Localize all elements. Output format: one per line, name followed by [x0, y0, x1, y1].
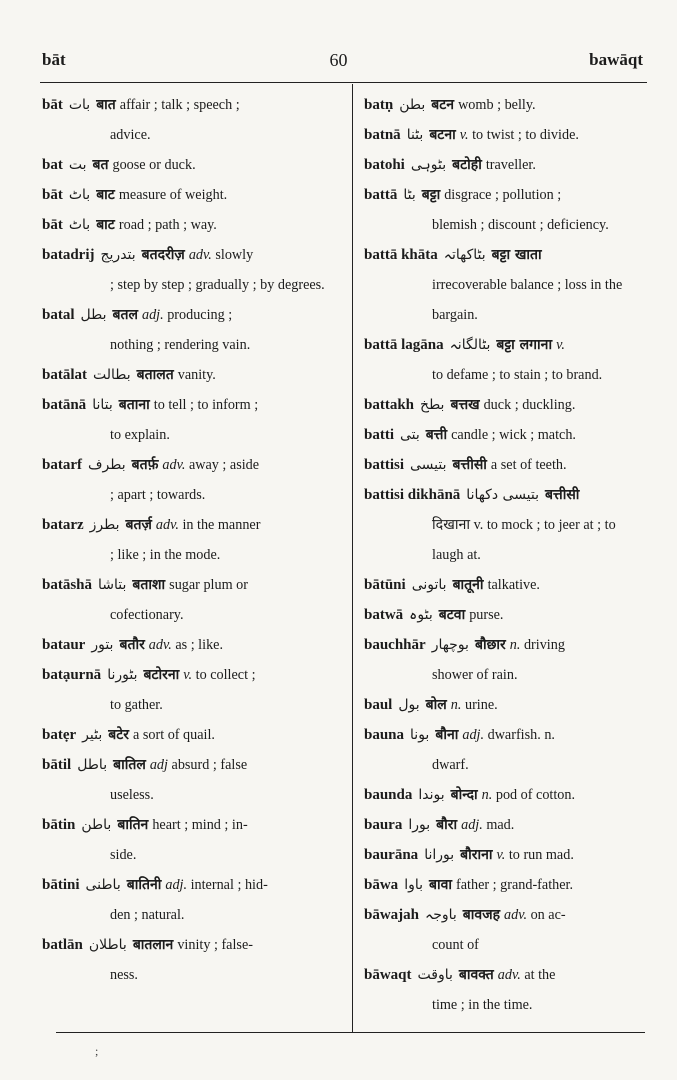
part-of-speech: v. — [183, 667, 193, 683]
definition: a set of teeth. — [490, 457, 567, 473]
headword: bauchhār — [364, 637, 426, 653]
dictionary-entry — [364, 150, 650, 180]
definition-continued: blemish ; discount ; deficiency. — [432, 217, 609, 233]
urdu-script: بٹالگانہ — [449, 337, 491, 353]
dictionary-entry — [42, 390, 338, 450]
definition: sugar plum or — [169, 577, 248, 593]
urdu-script: بطل — [80, 307, 107, 323]
urdu-script: باتونی — [411, 577, 447, 593]
dictionary-entry — [42, 630, 338, 660]
hindi-script: बोन्दा — [450, 787, 478, 803]
part-of-speech: n. — [509, 637, 521, 653]
dictionary-entry — [364, 900, 650, 960]
urdu-script: بونا — [410, 727, 430, 743]
dictionary-entry — [42, 750, 338, 810]
entry-line — [364, 780, 650, 810]
part-of-speech: adj. — [462, 727, 485, 743]
footer-mark: ; — [95, 1044, 99, 1058]
hindi-script: बतौर — [119, 637, 145, 653]
hindi-script: बताशा — [132, 577, 166, 593]
part-of-speech: adj. — [165, 877, 188, 893]
top-rule — [40, 82, 647, 83]
headword: batwā — [364, 607, 404, 623]
headword: baurāna — [364, 847, 419, 863]
dictionary-entry — [364, 690, 650, 720]
hindi-script: बताना — [118, 397, 150, 413]
urdu-script: بوندا — [418, 787, 445, 803]
urdu-script: باوا — [404, 877, 423, 893]
entry-line — [42, 630, 338, 660]
urdu-script: بٹا — [403, 187, 416, 203]
hindi-script: बट्टा लगाना — [496, 337, 553, 353]
definition-continued: useless. — [110, 787, 154, 803]
urdu-script: بتدریج — [100, 247, 136, 263]
hindi-script: बौछार — [474, 637, 506, 653]
part-of-speech: adj — [149, 757, 168, 773]
definition: on ac- — [530, 907, 566, 923]
hindi-script: बतालत — [136, 367, 174, 383]
headword: baunda — [364, 787, 413, 803]
headword: batal — [42, 307, 75, 323]
hindi-script: बट्टा — [421, 187, 441, 203]
headword: batarf — [42, 457, 82, 473]
hindi-script: बातूनी — [452, 577, 484, 593]
entry-line — [42, 810, 338, 840]
entry-line — [42, 390, 338, 420]
definition: disgrace ; pollution ; — [444, 187, 562, 203]
urdu-script: بٹوہ — [409, 607, 433, 623]
headword: bātini — [42, 877, 80, 893]
left-column — [42, 90, 338, 990]
definition-continued: nothing ; rendering vain. — [110, 337, 251, 353]
dictionary-entry — [364, 960, 650, 1020]
headword: batohi — [364, 157, 405, 173]
definition-continued: den ; natural. — [110, 907, 185, 923]
hindi-script: बावा — [429, 877, 453, 893]
entry-line — [42, 930, 338, 960]
headword: batānā — [42, 397, 87, 413]
part-of-speech: adv. — [162, 457, 186, 473]
urdu-script: بورانا — [424, 847, 455, 863]
urdu-script: باطلان — [88, 937, 127, 953]
hindi-script: बट्टा खाता — [491, 247, 542, 263]
headword: bātin — [42, 817, 76, 833]
hindi-script: बाट — [96, 187, 115, 203]
dictionary-entry — [364, 810, 650, 840]
urdu-script: بورا — [408, 817, 431, 833]
definition: vanity. — [177, 367, 216, 383]
hindi-script: बावजह — [462, 907, 501, 923]
part-of-speech: n. — [450, 697, 462, 713]
column-divider — [352, 84, 353, 1032]
part-of-speech: adj. — [461, 817, 483, 833]
definition: at the — [524, 967, 556, 983]
dictionary-entry — [364, 780, 650, 810]
definition: pod of cotton. — [495, 787, 576, 803]
entry-line — [364, 960, 650, 990]
definition-continued: to explain. — [110, 427, 170, 443]
headword: batarz — [42, 517, 84, 533]
dictionary-entry — [364, 840, 650, 870]
bottom-rule — [56, 1032, 645, 1033]
headword: batlān — [42, 937, 83, 953]
hindi-script: बातिनी — [126, 877, 162, 893]
definition: to tell ; to inform ; — [153, 397, 259, 413]
urdu-script: بول — [398, 697, 420, 713]
entry-line — [364, 330, 650, 360]
definition: absurd ; false — [171, 757, 248, 773]
urdu-script: بتیسی دکھانا — [466, 487, 540, 503]
part-of-speech: adv. — [148, 637, 172, 653]
hindi-script: बावक्त — [458, 967, 494, 983]
definition: candle ; wick ; match. — [451, 427, 576, 443]
hindi-script: बौना — [435, 727, 459, 743]
dictionary-entry — [42, 300, 338, 360]
headword: bāt — [42, 97, 63, 113]
definition-continued: advice. — [110, 127, 151, 143]
dictionary-entry — [364, 390, 650, 420]
hindi-script: बटवा — [438, 607, 466, 623]
dictionary-entry — [364, 450, 650, 480]
entry-line — [42, 450, 338, 480]
urdu-script: بطخ — [420, 397, 445, 413]
hindi-script: बतल — [112, 307, 138, 323]
entry-line — [364, 180, 650, 210]
entry-line — [364, 120, 650, 150]
dictionary-entry — [42, 660, 338, 720]
definition-continued: time ; in the time. — [432, 997, 533, 1013]
headword: batadrij — [42, 247, 95, 263]
headword: batnā — [364, 127, 401, 143]
definition: driving — [523, 637, 565, 653]
definition: producing ; — [167, 307, 233, 323]
part-of-speech: adj. — [141, 307, 164, 323]
entry-line — [42, 150, 338, 180]
entry-line — [364, 570, 650, 600]
urdu-script: باٹ — [68, 217, 91, 233]
dictionary-entry — [42, 180, 338, 210]
definition-continued: count of — [432, 937, 479, 953]
entry-line — [42, 510, 338, 540]
dictionary-entry — [364, 600, 650, 630]
hindi-script: बाट — [96, 217, 115, 233]
hindi-script: बटना — [429, 127, 456, 143]
urdu-script: بتانا — [92, 397, 113, 413]
dictionary-entry — [364, 90, 650, 120]
definition: away ; aside — [188, 457, 260, 473]
dictionary-entry — [364, 420, 650, 450]
urdu-script: بطرز — [89, 517, 120, 533]
dictionary-entry — [42, 210, 338, 240]
dictionary-entry — [42, 450, 338, 510]
entry-line — [364, 450, 650, 480]
urdu-script: بات — [68, 97, 91, 113]
hindi-script: बातिल — [113, 757, 146, 773]
definition-continued: दिखाना v. to mock ; to jeer at ; to laugh at. — [432, 517, 616, 563]
entry-line — [42, 660, 338, 690]
dictionary-entry — [364, 870, 650, 900]
hindi-script: बटेर — [108, 727, 130, 743]
entry-line — [42, 300, 338, 330]
headword: batạurnā — [42, 667, 102, 683]
entry-line — [364, 840, 650, 870]
entry-line — [364, 630, 650, 660]
definition: road ; path ; way. — [118, 217, 217, 233]
definition-continued: side. — [110, 847, 137, 863]
definition: duck ; duckling. — [483, 397, 576, 413]
entry-line — [42, 90, 338, 120]
definition-continued: ness. — [110, 967, 138, 983]
entry-line — [364, 240, 650, 270]
definition: purse. — [469, 607, 504, 623]
urdu-script: بتی — [400, 427, 420, 443]
dictionary-entry — [364, 570, 650, 600]
hindi-script: बत्ती — [425, 427, 448, 443]
entry-line — [364, 600, 650, 630]
dictionary-entry — [364, 240, 650, 330]
headword: batti — [364, 427, 394, 443]
headword: battā khāta — [364, 247, 438, 263]
definition: slowly — [215, 247, 254, 263]
definition: dwarfish. n. — [487, 727, 555, 743]
definition: traveller. — [485, 157, 536, 173]
hindi-script: बटोरना — [143, 667, 180, 683]
entry-line — [42, 720, 338, 750]
urdu-script: بٹورنا — [107, 667, 138, 683]
headword: battakh — [364, 397, 415, 413]
dictionary-entry — [364, 180, 650, 240]
hindi-script: बातिन — [117, 817, 149, 833]
definition: as ; like. — [175, 637, 224, 653]
part-of-speech: v. — [556, 337, 565, 353]
urdu-script: بوچھار — [431, 637, 469, 653]
hindi-script: बतदरीज़ — [141, 247, 185, 263]
dictionary-entry — [364, 720, 650, 780]
hindi-script: बत्तख — [450, 397, 480, 413]
dictionary-entry — [42, 510, 338, 570]
definition: internal ; hid- — [190, 877, 268, 893]
definition: to collect ; — [195, 667, 256, 683]
urdu-script: بٹوہی — [410, 157, 447, 173]
entry-line — [42, 240, 338, 270]
hindi-script: बात — [96, 97, 116, 113]
definition: goose or duck. — [112, 157, 196, 173]
part-of-speech: v. — [496, 847, 506, 863]
entry-line — [42, 750, 338, 780]
definition-continued: to gather. — [110, 697, 163, 713]
hindi-script: बटन — [431, 97, 455, 113]
entry-line — [42, 180, 338, 210]
part-of-speech: adv. — [504, 907, 528, 923]
hindi-script: बोल — [425, 697, 447, 713]
urdu-script: باٹ — [68, 187, 91, 203]
entry-line — [364, 870, 650, 900]
definition: a sort of quail. — [133, 727, 215, 743]
entry-line — [42, 360, 338, 390]
headword: battā lagāna — [364, 337, 444, 353]
entry-line — [364, 720, 650, 750]
entry-line — [364, 690, 650, 720]
definition-continued: irrecoverable balance ; loss in the bargain. — [432, 277, 623, 323]
headword: baul — [364, 697, 393, 713]
definition: to twist ; to divide. — [472, 127, 579, 143]
definition: to run mad. — [508, 847, 574, 863]
urdu-script: بطرف — [88, 457, 126, 473]
headword: bāwajah — [364, 907, 420, 923]
guide-word-left: bāt — [42, 50, 66, 69]
part-of-speech: adv. — [155, 517, 179, 533]
dictionary-entry — [42, 930, 338, 990]
entry-line — [364, 810, 650, 840]
headword: battisi — [364, 457, 405, 473]
headword: batāshā — [42, 577, 93, 593]
urdu-script: بطن — [399, 97, 426, 113]
headword: bātūni — [364, 577, 406, 593]
definition: vinity ; false- — [177, 937, 253, 953]
dictionary-entry — [42, 870, 338, 930]
headword: bāwa — [364, 877, 399, 893]
urdu-script: باطنی — [85, 877, 121, 893]
hindi-script: बतर्ज़ — [125, 517, 152, 533]
hindi-script: बातलान — [132, 937, 174, 953]
right-column — [364, 90, 650, 1020]
part-of-speech: adv. — [188, 247, 212, 263]
definition: affair ; talk ; speech ; — [119, 97, 240, 113]
hindi-script: बत्तीसी — [452, 457, 487, 473]
entry-line — [42, 570, 338, 600]
part-of-speech: v. — [459, 127, 469, 143]
urdu-script: بٹیر — [82, 727, 103, 743]
definition-continued: dwarf. — [432, 757, 469, 773]
headword: bāwaqt — [364, 967, 412, 983]
dictionary-entry — [42, 150, 338, 180]
entry-line — [364, 420, 650, 450]
hindi-script: बटोही — [452, 157, 482, 173]
guide-word-right: bawāqt — [589, 50, 643, 69]
entry-line — [364, 90, 650, 120]
definition: mad. — [486, 817, 515, 833]
urdu-script: بتاشا — [98, 577, 127, 593]
entry-line — [364, 900, 650, 930]
dictionary-entry — [42, 360, 338, 390]
hindi-script: बत्तीसी — [545, 487, 580, 503]
definition-continued: shower of rain. — [432, 667, 518, 683]
urdu-script: بٹنا — [406, 127, 424, 143]
headword: bat — [42, 157, 63, 173]
dictionary-entry — [364, 630, 650, 690]
page-number: 60 — [329, 50, 348, 70]
definition: measure of weight. — [118, 187, 228, 203]
urdu-script: بتور — [91, 637, 114, 653]
definition-continued: to defame ; to stain ; to brand. — [432, 367, 603, 383]
dictionary-entry — [364, 120, 650, 150]
entry-line — [364, 480, 650, 510]
headword: batālat — [42, 367, 87, 383]
definition-continued: ; step by step ; gradually ; by degrees. — [110, 277, 325, 293]
urdu-script: باطن — [81, 817, 112, 833]
dictionary-entry — [42, 720, 338, 750]
part-of-speech: n. — [481, 787, 493, 803]
headword: battisi dikhānā — [364, 487, 461, 503]
headword: bauna — [364, 727, 405, 743]
entry-line — [364, 150, 650, 180]
definition: in the manner — [182, 517, 261, 533]
headword: batẹr — [42, 727, 77, 743]
definition: talkative. — [487, 577, 540, 593]
entry-line — [42, 210, 338, 240]
dictionary-entry — [42, 90, 338, 150]
dictionary-entry — [42, 570, 338, 630]
hindi-script: बौरा — [436, 817, 458, 833]
entry-line — [42, 870, 338, 900]
headword: bāt — [42, 187, 63, 203]
headword: bataur — [42, 637, 86, 653]
dictionary-entry — [42, 240, 338, 300]
headword: bātil — [42, 757, 72, 773]
definition-continued: ; like ; in the mode. — [110, 547, 221, 563]
urdu-script: بٹاکھاتہ — [443, 247, 486, 263]
headword: baura — [364, 817, 403, 833]
part-of-speech: adv. — [497, 967, 521, 983]
hindi-script: बौराना — [460, 847, 493, 863]
dictionary-entry — [364, 480, 650, 570]
headword: bāt — [42, 217, 63, 233]
entry-line — [364, 390, 650, 420]
urdu-script: بت — [68, 157, 87, 173]
definition: womb ; belly. — [458, 97, 536, 113]
hindi-script: बतर्फ़ — [131, 457, 159, 473]
definition: father ; grand-father. — [456, 877, 574, 893]
urdu-script: بتیسی — [410, 457, 447, 473]
urdu-script: باوجہ — [425, 907, 457, 923]
headword: battā — [364, 187, 398, 203]
dictionary-entry — [42, 810, 338, 870]
urdu-script: باطل — [77, 757, 108, 773]
urdu-script: باوقت — [417, 967, 453, 983]
definition: heart ; mind ; in- — [152, 817, 248, 833]
headword: batṇ — [364, 97, 394, 113]
definition: urine. — [464, 697, 498, 713]
hindi-script: बत — [92, 157, 109, 173]
dictionary-entry — [364, 330, 650, 390]
definition-continued: cofectionary. — [110, 607, 184, 623]
urdu-script: بطالت — [93, 367, 131, 383]
definition-continued: ; apart ; towards. — [110, 487, 206, 503]
